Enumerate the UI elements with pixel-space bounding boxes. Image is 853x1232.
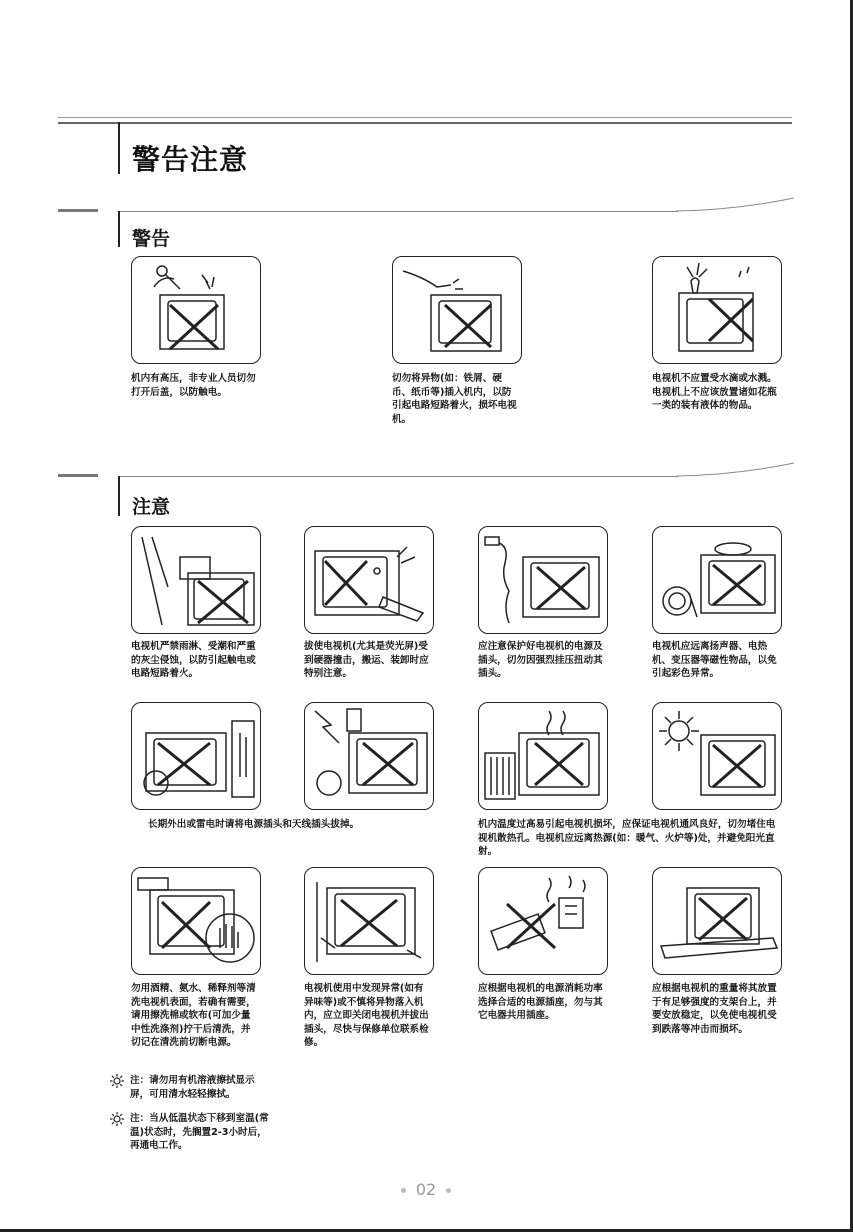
- warning-illustration-high-voltage: [131, 256, 261, 364]
- caution-illustration-sunlight: [652, 702, 782, 810]
- warning-illustration-liquid: [652, 256, 782, 364]
- caution-illustration-impact: [304, 526, 434, 634]
- warning-section-title: 警告: [132, 228, 171, 250]
- caution-rule-curve: [676, 461, 796, 479]
- page-dot-left: [401, 1188, 406, 1193]
- title-accent-bar: [118, 122, 120, 174]
- caution-illustration-heat: [478, 702, 608, 810]
- caution-rule: [118, 476, 678, 477]
- caution-caption-5: 勿用酒精、氨水、稀释剂等清洗电视机表面，若确有需要，请用擦洗棉或软布(可加少量中性洗涤剂)拧干后清洗，并切记在清洗前切断电源。: [131, 983, 256, 1049]
- warning-caption-2: 切勿将异物(如：铁屑、硬币、纸币等)插入机内，以防引起电路短路着火，损坏电视机。: [392, 373, 517, 425]
- caution-illustration-rain: [131, 526, 261, 634]
- caution-illustration-magnet: [652, 526, 782, 634]
- sun-icon: [110, 1074, 124, 1088]
- page-number: [386, 1180, 466, 1199]
- caution-illustration-plug: [478, 526, 608, 634]
- caution-caption-8: 应根据电视机的重量将其放置于有足够强度的支架台上，并要安放稳定，以免使电视机受到跌落等冲击而损坏。: [652, 983, 777, 1035]
- note-2: [110, 1112, 270, 1158]
- page-dot-right: [446, 1188, 451, 1193]
- warning-rule: [118, 211, 678, 212]
- sun-icon: [110, 1112, 124, 1126]
- caution-illustration-abnormal: [304, 867, 434, 975]
- note-2-text: 注：当从低温状态下移到室温(常温)状态时，先搁置2-3小时后，再通电工作。: [130, 1113, 269, 1152]
- caution-caption-heat: 机内温度过高易引起电视机损坏，应保证电视机通风良好，切勿堵住电视机散热孔。电视机应远离热源(如：暖气、火炉等)处，并避免阳光直射。: [478, 819, 776, 858]
- warning-rule-left: [58, 209, 98, 212]
- caution-illustration-lightning: [304, 702, 434, 810]
- caution-illustration-outing: [131, 702, 261, 810]
- note-1-text: 注：请勿用有机溶液擦拭显示屏，可用清水轻轻擦拭。: [130, 1075, 255, 1100]
- page-title: 警告注意: [132, 143, 249, 176]
- header-rule-top: [58, 117, 792, 118]
- page-number-text: 02: [415, 1180, 437, 1199]
- caution-illustration-stand: [652, 867, 782, 975]
- caution-accent-bar: [118, 476, 120, 516]
- caution-caption-2: 拔使电视机(尤其是荧光屏)受到硬器撞击，搬运、装卸时应特别注意。: [304, 641, 429, 680]
- note-1: [110, 1074, 270, 1104]
- caution-illustration-socket: [478, 867, 608, 975]
- caution-caption-1: 电视机严禁雨淋、受潮和严重的灰尘侵蚀，以防引起触电或电路短路着火。: [131, 641, 256, 680]
- warning-accent-bar: [118, 211, 120, 247]
- caution-caption-outing: 长期外出或雷电时请将电源插头和天线插头拔掉。: [148, 819, 360, 830]
- caution-illustration-cleaning: [131, 867, 261, 975]
- caution-section-title: 注意: [132, 496, 171, 518]
- header-rule-bottom: [58, 122, 792, 124]
- caution-caption-3: 应注意保护好电视机的电源及插头，切勿因强烈挂压扭动其插头。: [478, 641, 603, 680]
- warning-caption-3: 电视机不应置受水滴或水溅。电视机上不应该放置诸如花瓶一类的装有液体的物品。: [652, 373, 777, 412]
- warning-rule-curve: [676, 196, 796, 214]
- caution-rule-left: [58, 474, 98, 477]
- caution-caption-4: 电视机应远离扬声器、电热机、变压器等磁性物品，以免引起彩色异常。: [652, 641, 777, 680]
- caution-caption-7: 应根据电视机的电源消耗功率选择合适的电源插座，勿与其它电器共用插座。: [478, 983, 603, 1022]
- warning-caption-1: 机内有高压，非专业人员切勿打开后盖，以防触电。: [131, 373, 256, 398]
- warning-illustration-foreign-object: [392, 256, 522, 364]
- caution-caption-6: 电视机使用中发现异常(如有异味等)或不慎将异物落入机内，应立即关闭电视机并拔出插头，尽快与保修单位联系检修。: [304, 983, 429, 1049]
